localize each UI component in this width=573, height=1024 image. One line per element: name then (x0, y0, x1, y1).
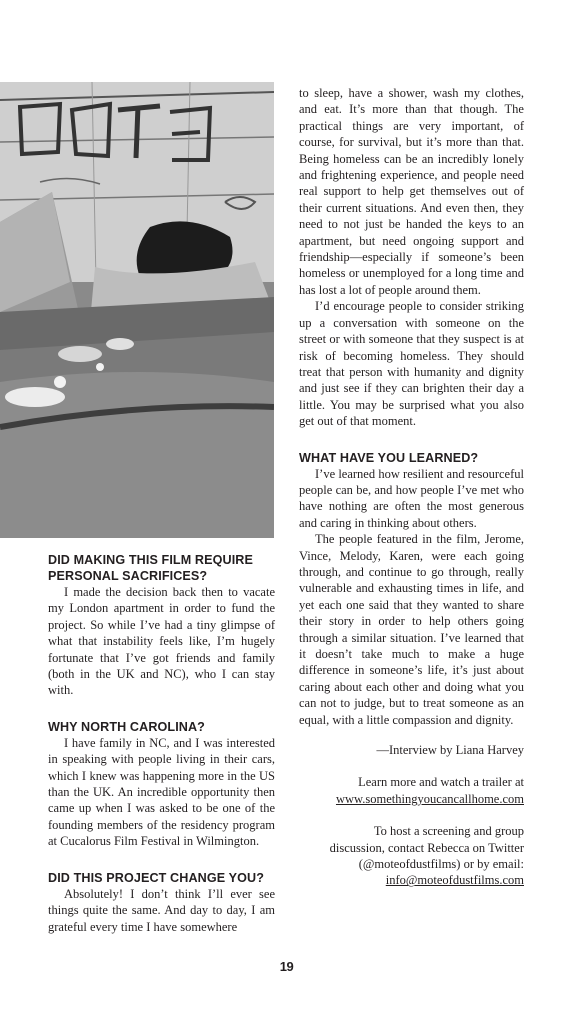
body-paragraph: to sleep, have a shower, wash my clothes, and eat. It’s more than that though. The practical things are very important, of course, for survival, but it’s more than that. Being homeless can be an incredibly lonely and frightening experience, and people need real support to help get themselves out of their current situations. And even then, they need to not just be handed the keys to an apartment, but need ongoing support and friendship—especially if someone’s been homeless or unemployed for a long time and has lost a lot of people around them. (299, 86, 524, 297)
section-heading-north-carolina: WHY NORTH CAROLINA? (48, 719, 205, 734)
body-paragraph: The people featured in the film, Jerome, Vince, Melody, Karen, were each going through, and continue to go through, really vulnerable and exhausting times in life, and yet each one said that they wanted to share their story in order to help others going through a similar situation. I’ve learned that it doesn’t take much to make a huge difference in someone’s life, it’s just about caring about each other and doing what you can not to judge, but to treat someone as an equal, with a little compassion and dignity. (299, 532, 524, 727)
right-column (299, 85, 524, 889)
email-link[interactable]: info@moteofdustfilms.com (385, 873, 524, 888)
screening-text: (@moteofdustfilms) or by email: (358, 857, 524, 872)
body-paragraph: I made the decision back then to vacate my London apartment in order to fund the project. So while I’ve had a tiny glimpse of what that instability feels like, I’m hugely fortunate that I’ve got friends and family (both in the UK and NC), who I can stay with. (48, 585, 275, 698)
learn-more-text: Learn more and watch a trailer at (358, 775, 524, 790)
email-line (299, 872, 524, 888)
section-heading-change: DID THIS PROJECT CHANGE YOU? (48, 870, 264, 885)
page-number: 19 (279, 959, 294, 974)
article-photo-tent-by-graffiti-wall (0, 82, 274, 538)
section-heading-sacrifices: DID MAKING THIS FILM REQUIRE PERSONAL SACRIFICES? (48, 553, 253, 583)
body-paragraph: Absolutely! I don’t think I’ll ever see things quite the same. And day to day, I am grateful every time I have somewhere (48, 886, 275, 934)
screening-text: discussion, contact Rebecca on Twitter (329, 840, 524, 855)
section-heading-learned: WHAT HAVE YOU LEARNED? (299, 450, 479, 465)
body-paragraph: I have family in NC, and I was interested in speaking with people living in their cars, which I knew was happening more in the US than the UK. An incredible opportunity then came up when I was asked to be one of the founding members of the residency program at Cucalorus Film Festival in Wilmington. (48, 735, 275, 849)
screening-text: To host a screening and group (373, 824, 524, 839)
learn-more-line (299, 791, 524, 807)
website-link[interactable]: www.somethingyoucancallhome.com (335, 791, 524, 806)
body-paragraph: I’d encourage people to consider striking up a conversation with someone on the street or with someone that they suspect is at risk of becoming homeless. They should treat that person with humanity and dignity and just see if they can brighten their day a little. You may be surprised what you also get out of that moment. (299, 299, 524, 429)
body-paragraph: I’ve learned how resilient and resourceful people can be, and how people I’ve met who have nothing are often the most generous and caring in thinking about others. (299, 466, 524, 530)
left-column (48, 552, 275, 935)
interview-credit: —Interview by Liana Harvey (376, 743, 524, 758)
